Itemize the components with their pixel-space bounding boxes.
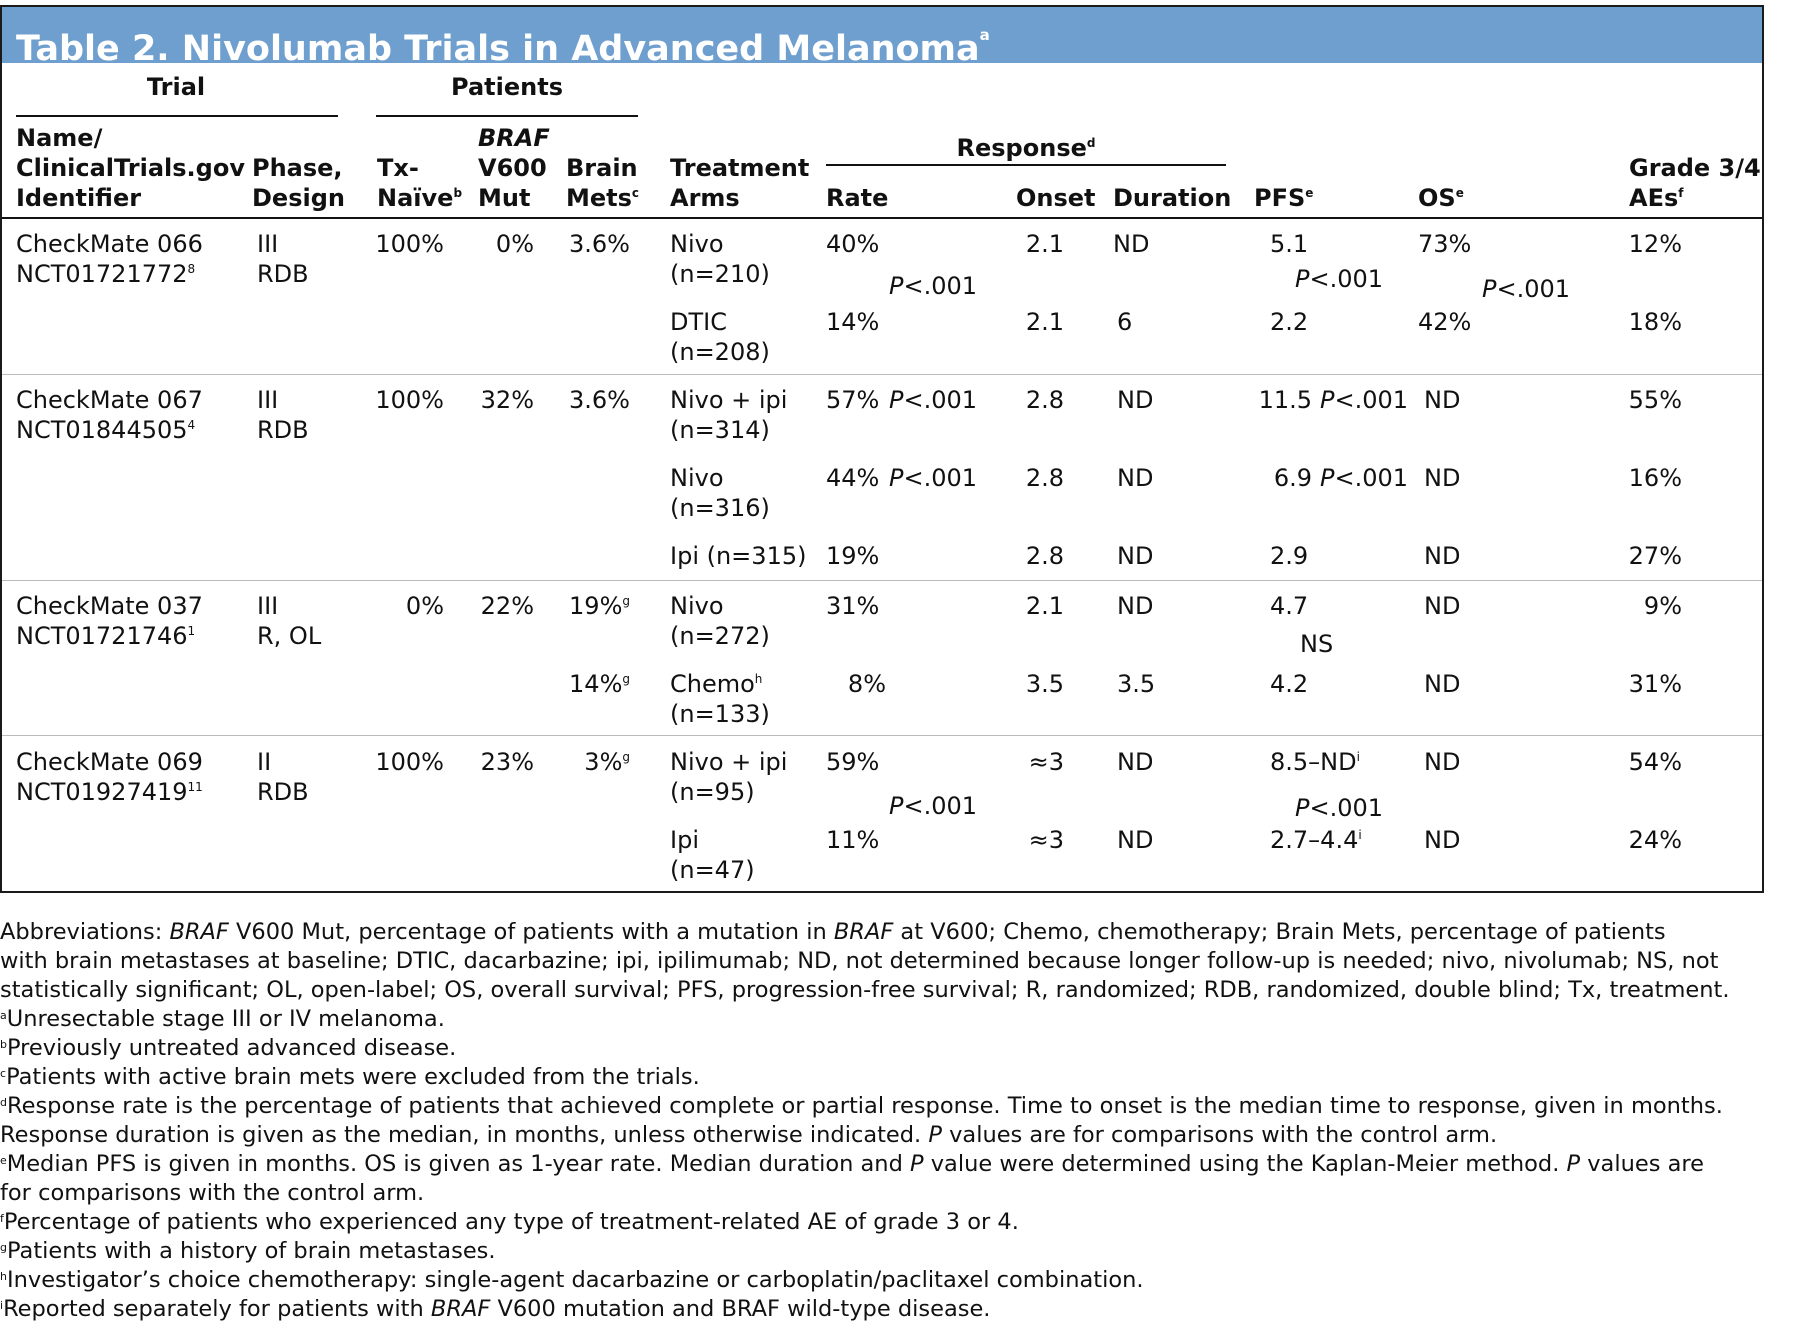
trial-ref: 11 bbox=[187, 780, 203, 794]
trial-braf: 23% bbox=[480, 748, 534, 776]
footnote-mark: e bbox=[0, 1154, 7, 1167]
abbr-part2: at V600; Chemo, chemotherapy; Brain Mets, percentage of patients bbox=[893, 919, 1666, 945]
pfs-value-text: 8.5–ND bbox=[1270, 748, 1357, 776]
treatment-arm-line2: (n=272) bbox=[670, 622, 770, 650]
os-value: 42% bbox=[1418, 308, 1472, 336]
header-brain bbox=[566, 153, 639, 213]
trial-phase bbox=[257, 747, 309, 807]
footnote-mark: d bbox=[0, 1096, 7, 1109]
pfs-p-value bbox=[1320, 385, 1408, 415]
p-number: .001 bbox=[1516, 275, 1571, 303]
trial-txnaive: 100% bbox=[375, 230, 444, 258]
p-number: .001 bbox=[1354, 386, 1409, 414]
p-letter: P bbox=[1295, 794, 1310, 822]
pfs-footnote: i bbox=[1356, 750, 1360, 764]
pfs-footnote: i bbox=[1358, 828, 1362, 842]
footnote-text: Median PFS is given in months. OS is given as 1-year rate. Median duration and bbox=[6, 1151, 911, 1177]
ae-value: 12% bbox=[1628, 230, 1682, 258]
treatment-arm-line1: Nivo bbox=[670, 230, 724, 258]
treatment-arm bbox=[670, 541, 806, 571]
treatment-arm bbox=[670, 591, 770, 651]
ae-value: 55% bbox=[1628, 386, 1682, 414]
trial-name-text: CheckMate 067 bbox=[16, 386, 203, 414]
header-group-response bbox=[826, 133, 1226, 163]
brain-mets-footnote: g bbox=[622, 594, 630, 608]
footnote-text: values are for comparisons with the control arm. bbox=[941, 1122, 1498, 1148]
footnote-text: Reported separately for patients with bbox=[3, 1296, 431, 1322]
footnote-b bbox=[0, 1034, 1796, 1063]
p-number: .001 bbox=[923, 272, 978, 300]
footnotes bbox=[0, 918, 1796, 1324]
os-value: ND bbox=[1424, 386, 1461, 414]
p-lt: < bbox=[903, 464, 924, 492]
footnote-abbreviations-line3: statistically significant; OL, open-label; OS, overall survival; PFS, progression-free survival; R, randomized; RDB, randomized, double blind; Tx, treatment. bbox=[0, 977, 1730, 1003]
response-onset: 2.1 bbox=[1025, 592, 1064, 620]
treatment-arm bbox=[670, 307, 770, 367]
response-duration: ND bbox=[1117, 826, 1154, 854]
header-group-patients: Patients bbox=[451, 73, 563, 101]
p-number: .001 bbox=[1354, 464, 1409, 492]
response-duration: ND bbox=[1117, 592, 1154, 620]
header-arms-line1: Treatment bbox=[670, 154, 810, 182]
header-phase-line1: Phase, bbox=[252, 154, 343, 182]
abbr-part1: V600 Mut, percentage of patients with a mutation in bbox=[228, 919, 834, 945]
ae-value: 16% bbox=[1628, 464, 1682, 492]
p-letter: P bbox=[889, 272, 904, 300]
ae-value: 24% bbox=[1628, 826, 1682, 854]
treatment-arm-line1: Nivo + ipi bbox=[670, 386, 788, 414]
p-letter: P bbox=[1566, 1151, 1581, 1177]
trial-name-text: CheckMate 069 bbox=[16, 748, 203, 776]
response-rate: 44% bbox=[826, 464, 880, 492]
header-onset: Onset bbox=[1016, 184, 1096, 212]
trial-name-text: CheckMate 037 bbox=[16, 592, 203, 620]
treatment-arm-footnote: h bbox=[754, 672, 763, 686]
p-lt: < bbox=[903, 386, 924, 414]
table-title-text: Table 2. Nivolumab Trials in Advanced Melanoma bbox=[16, 29, 980, 69]
footnote-text: V600 mutation and BRAF wild-type disease. bbox=[490, 1296, 991, 1322]
header-arms bbox=[670, 153, 809, 213]
brain-mets-footnote: g bbox=[622, 672, 630, 686]
trial-design: RDB bbox=[257, 416, 309, 444]
footnote-text: Patients with a history of brain metastases. bbox=[6, 1238, 496, 1264]
header-txnaive-footnote: b bbox=[453, 186, 463, 200]
footnote-braf: BRAF bbox=[430, 1296, 491, 1322]
os-p-value bbox=[1482, 274, 1570, 304]
response-rate: 59% bbox=[826, 748, 880, 776]
p-letter: P bbox=[1320, 464, 1335, 492]
abbr-braf: BRAF bbox=[833, 919, 894, 945]
header-group-response-footnote: d bbox=[1086, 136, 1096, 150]
treatment-arm-line1: Chemo bbox=[670, 670, 755, 698]
row-divider bbox=[2, 735, 1764, 736]
brain-mets bbox=[542, 591, 630, 621]
footnote-mark: f bbox=[0, 1212, 4, 1225]
footnote-abbreviations bbox=[0, 918, 1796, 947]
p-letter: P bbox=[1320, 386, 1335, 414]
pfs-p-value bbox=[1295, 793, 1383, 823]
response-duration: ND bbox=[1117, 748, 1154, 776]
p-letter: P bbox=[1295, 265, 1310, 293]
header-txnaive-line2: Naïve bbox=[377, 184, 454, 212]
header-arms-line2: Arms bbox=[670, 184, 740, 212]
footnote-abbreviations-line2: with brain metastases at baseline; DTIC, dacarbazine; ipi, ipilimumab; ND, not determined because longer follow-up is needed; nivo, nivolumab; NS, not bbox=[0, 948, 1719, 974]
footnote-d-line2 bbox=[0, 1121, 1796, 1150]
pfs-value: 4.2 bbox=[1270, 670, 1309, 698]
ae-value: 54% bbox=[1628, 748, 1682, 776]
p-number: .001 bbox=[1329, 794, 1384, 822]
footnote-text: Response duration is given as the median, in months, unless otherwise indicated. bbox=[0, 1122, 929, 1148]
pfs-value: 2.9 bbox=[1270, 542, 1309, 570]
trial-ref: 1 bbox=[187, 624, 196, 638]
header-pfs-footnote: e bbox=[1305, 186, 1314, 200]
header-ae-line2: AEs bbox=[1629, 184, 1679, 212]
rate-p-value bbox=[889, 791, 977, 821]
p-number: .001 bbox=[923, 386, 978, 414]
trial-phase-text: III bbox=[257, 230, 279, 258]
os-value: ND bbox=[1424, 826, 1461, 854]
p-lt: < bbox=[1334, 386, 1355, 414]
footnote-g bbox=[0, 1237, 1796, 1266]
response-rate: 14% bbox=[826, 308, 880, 336]
p-number: .001 bbox=[1329, 265, 1384, 293]
pfs-value bbox=[1270, 825, 1362, 855]
footnote-text: Investigator’s choice chemotherapy: single-agent dacarbazine or carboplatin/paclitaxel combination. bbox=[6, 1267, 1144, 1293]
os-value: 73% bbox=[1418, 230, 1472, 258]
footnote-mark: g bbox=[0, 1241, 7, 1254]
header-phase-line2: Design bbox=[252, 184, 345, 212]
p-letter: P bbox=[910, 1151, 924, 1177]
brain-mets: 3.6% bbox=[569, 230, 630, 258]
response-onset: ≈3 bbox=[1028, 826, 1064, 854]
header-brain-footnote: c bbox=[631, 186, 640, 200]
response-onset: 2.1 bbox=[1025, 308, 1064, 336]
treatment-arm bbox=[670, 385, 787, 445]
os-value: ND bbox=[1424, 592, 1461, 620]
header-group-trial: Trial bbox=[146, 73, 206, 101]
trial-name bbox=[16, 385, 203, 445]
treatment-arm bbox=[670, 825, 755, 885]
trial-braf: 32% bbox=[480, 386, 534, 414]
header-ae-line1: Grade 3/4 bbox=[1629, 154, 1761, 182]
header-duration: Duration bbox=[1113, 184, 1232, 212]
trial-ref: 8 bbox=[187, 262, 196, 276]
response-rate: 40% bbox=[826, 230, 880, 258]
header-group-response-text: Response bbox=[956, 134, 1087, 162]
trial-nct: NCT01844505 bbox=[16, 416, 188, 444]
pfs-ns: NS bbox=[1300, 630, 1334, 658]
footnote-e bbox=[0, 1150, 1796, 1179]
header-phase bbox=[252, 153, 345, 213]
table-frame bbox=[0, 5, 1764, 893]
p-lt: < bbox=[1309, 265, 1330, 293]
header-brain-line1: Brain bbox=[566, 154, 638, 182]
header-braf-line2: V600 bbox=[478, 154, 547, 182]
pfs-value: 11.5 bbox=[1258, 386, 1312, 414]
footnote-mark: c bbox=[0, 1067, 7, 1080]
response-rate: 57% bbox=[826, 386, 880, 414]
footnote-mark: i bbox=[0, 1299, 4, 1312]
p-letter: P bbox=[889, 464, 904, 492]
os-value: ND bbox=[1424, 748, 1461, 776]
header-braf bbox=[478, 123, 550, 213]
pfs-value: 5.1 bbox=[1270, 230, 1309, 258]
response-onset: 2.8 bbox=[1025, 542, 1064, 570]
p-number: .001 bbox=[923, 792, 978, 820]
footnote-text: Unresectable stage III or IV melanoma. bbox=[6, 1006, 445, 1032]
header-brain-line2: Mets bbox=[566, 184, 632, 212]
ae-value: 18% bbox=[1628, 308, 1682, 336]
response-onset: ≈3 bbox=[1028, 748, 1064, 776]
p-letter: P bbox=[928, 1122, 942, 1148]
header-name-line1: Name/ bbox=[16, 124, 103, 152]
p-letter: P bbox=[889, 386, 904, 414]
os-value: ND bbox=[1424, 464, 1461, 492]
footnote-text: Previously untreated advanced disease. bbox=[6, 1035, 457, 1061]
header-os-footnote: e bbox=[1455, 186, 1464, 200]
trial-braf: 0% bbox=[495, 230, 534, 258]
footnote-text: Response rate is the percentage of patients that achieved complete or partial response. Time to onset is the median time to response, given in months. bbox=[6, 1093, 1723, 1119]
p-lt: < bbox=[903, 792, 924, 820]
treatment-arm-line2: (n=210) bbox=[670, 260, 770, 288]
trial-name bbox=[16, 591, 203, 651]
pfs-value: 4.7 bbox=[1270, 592, 1309, 620]
header-name-line3: Identifier bbox=[16, 184, 142, 212]
ae-value: 9% bbox=[1643, 592, 1682, 620]
trial-name bbox=[16, 747, 203, 807]
treatment-arm bbox=[670, 669, 770, 729]
rule-trial bbox=[16, 115, 338, 117]
footnote-mark: h bbox=[0, 1270, 7, 1283]
trial-txnaive: 0% bbox=[405, 592, 444, 620]
trial-nct: NCT01721746 bbox=[16, 622, 188, 650]
treatment-arm-line2: (n=208) bbox=[670, 338, 770, 366]
response-duration: ND bbox=[1117, 386, 1154, 414]
ae-value: 31% bbox=[1628, 670, 1682, 698]
rate-p-value bbox=[889, 385, 977, 415]
response-duration: ND bbox=[1117, 542, 1154, 570]
footnote-mark: b bbox=[0, 1038, 7, 1051]
footnote-f bbox=[0, 1208, 1796, 1237]
header-txnaive-line1: Tx- bbox=[377, 154, 419, 182]
treatment-arm-line2: (n=316) bbox=[670, 494, 770, 522]
trial-txnaive: 100% bbox=[375, 386, 444, 414]
trial-phase-text: III bbox=[257, 386, 279, 414]
trial-phase-text: III bbox=[257, 592, 279, 620]
footnote-d bbox=[0, 1092, 1796, 1121]
header-os-text: OS bbox=[1418, 184, 1456, 212]
trial-ref: 4 bbox=[187, 418, 196, 432]
footnote-h bbox=[0, 1266, 1796, 1295]
response-rate: 8% bbox=[847, 670, 886, 698]
p-lt: < bbox=[1309, 794, 1330, 822]
response-duration: ND bbox=[1113, 230, 1150, 258]
header-ae-footnote: f bbox=[1678, 186, 1684, 200]
footnote-mark: a bbox=[0, 1009, 7, 1022]
os-value: ND bbox=[1424, 670, 1461, 698]
brain-mets: 3.6% bbox=[569, 386, 630, 414]
header-pfs bbox=[1254, 183, 1313, 213]
treatment-arm-line1: Nivo bbox=[670, 464, 724, 492]
header-name bbox=[16, 123, 245, 213]
rule-response bbox=[826, 164, 1226, 166]
header-pfs-text: PFS bbox=[1254, 184, 1306, 212]
treatment-arm-line1: DTIC bbox=[670, 308, 727, 336]
p-letter: P bbox=[1482, 275, 1497, 303]
abbr-braf: BRAF bbox=[169, 919, 229, 945]
footnote-text: value were determined using the Kaplan-Meier method. bbox=[923, 1151, 1567, 1177]
trial-design: RDB bbox=[257, 778, 309, 806]
rate-p-value bbox=[889, 271, 977, 301]
header-os bbox=[1418, 183, 1464, 213]
brain-mets-value: 14% bbox=[569, 670, 623, 698]
p-letter: P bbox=[889, 792, 904, 820]
trial-phase bbox=[257, 229, 309, 289]
pfs-value-text: 2.7–4.4 bbox=[1270, 826, 1359, 854]
brain-mets bbox=[542, 669, 630, 699]
rule-patients bbox=[376, 115, 638, 117]
treatment-arm-line2: (n=47) bbox=[670, 856, 755, 884]
trial-phase bbox=[257, 385, 309, 445]
rate-p-value bbox=[889, 463, 977, 493]
trial-phase bbox=[257, 591, 321, 651]
footnote-c bbox=[0, 1063, 1796, 1092]
pfs-value bbox=[1270, 747, 1360, 777]
trial-phase-text: II bbox=[257, 748, 272, 776]
header-braf-line3: Mut bbox=[478, 184, 531, 212]
footnote-text: Percentage of patients who experienced any type of treatment-related AE of grade 3 or 4. bbox=[3, 1209, 1019, 1235]
trial-design: RDB bbox=[257, 260, 309, 288]
trial-nct: NCT01927419 bbox=[16, 778, 188, 806]
table-title bbox=[2, 7, 1762, 69]
treatment-arm-line1: Ipi (n=315) bbox=[670, 542, 807, 570]
brain-mets-value: 19% bbox=[569, 592, 623, 620]
treatment-arm-line1: Nivo bbox=[670, 592, 724, 620]
p-lt: < bbox=[903, 272, 924, 300]
response-duration: 3.5 bbox=[1117, 670, 1156, 698]
pfs-value: 2.2 bbox=[1270, 308, 1309, 336]
row-divider bbox=[2, 580, 1764, 581]
header-txnaive bbox=[377, 153, 462, 213]
abbr-label: Abbreviations: bbox=[0, 919, 170, 945]
treatment-arm bbox=[670, 463, 770, 523]
response-rate: 11% bbox=[826, 826, 880, 854]
trial-design: R, OL bbox=[257, 622, 322, 650]
response-rate: 19% bbox=[826, 542, 880, 570]
p-number: .001 bbox=[923, 464, 978, 492]
footnote-e-line2: for comparisons with the control arm. bbox=[0, 1180, 425, 1206]
pfs-value: 6.9 bbox=[1273, 464, 1312, 492]
header-braf-line1: BRAF bbox=[478, 124, 550, 152]
response-duration: 6 bbox=[1117, 308, 1133, 336]
brain-mets bbox=[542, 747, 630, 777]
brain-mets-footnote: g bbox=[622, 750, 630, 764]
pfs-p-value bbox=[1320, 463, 1408, 493]
response-onset: 2.1 bbox=[1025, 230, 1064, 258]
response-onset: 2.8 bbox=[1025, 386, 1064, 414]
brain-mets-value: 3% bbox=[584, 748, 623, 776]
trial-braf: 22% bbox=[480, 592, 534, 620]
treatment-arm bbox=[670, 747, 787, 807]
treatment-arm bbox=[670, 229, 770, 289]
header-name-line2: ClinicalTrials.gov bbox=[16, 154, 245, 182]
trial-txnaive: 100% bbox=[375, 748, 444, 776]
treatment-arm-line2: (n=314) bbox=[670, 416, 770, 444]
row-divider bbox=[2, 374, 1764, 375]
response-rate: 31% bbox=[826, 592, 880, 620]
header-bottom-rule bbox=[2, 217, 1764, 219]
footnote-a bbox=[0, 1005, 1796, 1034]
response-onset: 3.5 bbox=[1025, 670, 1064, 698]
treatment-arm-line1: Ipi bbox=[670, 826, 699, 854]
footnote-text: Patients with active brain mets were excluded from the trials. bbox=[6, 1064, 700, 1090]
response-onset: 2.8 bbox=[1025, 464, 1064, 492]
footnote-i bbox=[0, 1295, 1796, 1324]
table-title-footnote: a bbox=[979, 26, 990, 44]
header-rate: Rate bbox=[826, 184, 889, 212]
trial-name-text: CheckMate 066 bbox=[16, 230, 203, 258]
trial-nct: NCT01721772 bbox=[16, 260, 188, 288]
treatment-arm-line1: Nivo + ipi bbox=[670, 748, 788, 776]
header-ae bbox=[1629, 153, 1761, 213]
treatment-arm-line2: (n=95) bbox=[670, 778, 755, 806]
treatment-arm-line2: (n=133) bbox=[670, 700, 770, 728]
ae-value: 27% bbox=[1628, 542, 1682, 570]
pfs-p-value bbox=[1295, 264, 1383, 294]
footnote-text: values are bbox=[1580, 1151, 1704, 1177]
p-lt: < bbox=[1496, 275, 1517, 303]
trial-name bbox=[16, 229, 203, 289]
response-duration: ND bbox=[1117, 464, 1154, 492]
p-lt: < bbox=[1334, 464, 1355, 492]
os-value: ND bbox=[1424, 542, 1461, 570]
